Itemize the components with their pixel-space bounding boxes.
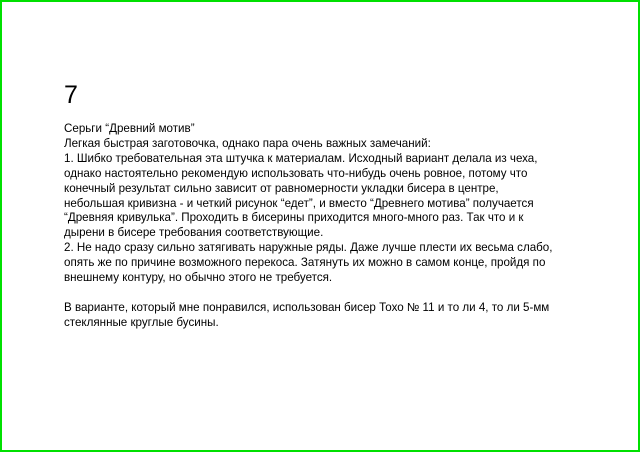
text-line: Легкая быстрая заготовочка, однако пара очень важных замечаний: [64,136,431,150]
text-line: однако настоятельно рекомендую использовать что-нибудь очень ровное, потому что [64,166,528,180]
text-line: опять же по причине возможного перекоса. Затянуть их можно в самом конце, пройдя по [64,256,546,270]
paragraph-gap [64,286,624,301]
text-line: внешнему контуру, но обычно этого не требуется. [64,271,333,285]
document-heading: Серьги “Древний мотив” [64,122,195,135]
document-text [64,122,624,331]
text-line: В варианте, который мне понравился, использован бисер Тохо № 11 и то ли 4, то ли 5-мм [64,300,550,314]
text-line: дырени в бисере требования соответствующие. [64,226,324,240]
text-line: конечный результат сильно зависит от равномерности укладки бисера в центре, [64,181,499,195]
text-line: “Древняя кривулька”. Проходить в бисерины приходится много-много раз. Так что и к [64,211,524,225]
page-number: 7 [64,81,78,109]
text-line: небольшая кривизна - и четкий рисунок “едет”, и вместо “Древнего мотива” получается [64,196,534,210]
text-line: 2. Не надо сразу сильно затягивать наружные ряды. Даже лучше плести их весьма слабо, [64,241,553,255]
text-line: 1. Шибко требовательная эта штучка к материалам. Исходный вариант делала из чеха, [64,151,538,165]
text-line: стеклянные круглые бусины. [64,315,219,329]
